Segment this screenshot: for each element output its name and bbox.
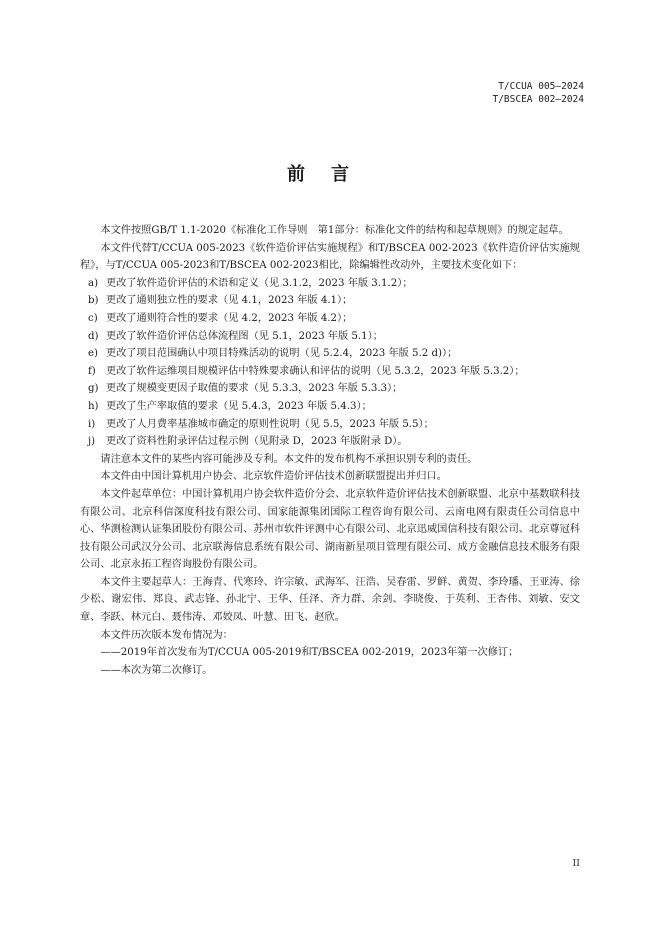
paragraph-history-intro: 本文件历次版本发布情况为： [100,629,233,641]
change-text: 更改了生产率取值的要求（见 5.4.3，2023 年版 5.4.3）； [106,400,372,412]
list-marker: b) [88,295,99,307]
page-number: II [572,858,580,869]
change-list [80,275,580,451]
change-item [80,310,580,328]
change-text: 更改了通则符合性的要求（见 4.2，2023 年版 4.2）； [106,312,353,324]
paragraph-history-first: ——2019年首次发布为T/CCUA 005-2019和T/BSCEA 002-2019，2023年第一次修订； [100,647,519,659]
standard-code-ccua: T/CCUA 005—2024 [498,81,584,92]
foreword-body [80,222,580,679]
list-marker: c) [88,312,98,324]
change-item [80,380,580,398]
list-marker: g) [88,383,99,395]
paragraph-drafting-rule: 本文件按照GB/T 1.1-2020《标准化工作导则 第1部分：标准化文件的结构和起草规则》的规定起草。 [100,225,569,236]
standard-code-bscea: T/BSCEA 002—2024 [492,94,584,105]
change-text: 更改了人月费率基准城市确定的原则性说明（见 5.5，2023 年版 5.5）； [106,418,434,430]
change-item [80,398,580,416]
change-text: 更改了项目范围确认中项目特殊活动的说明（见 5.2.4，2023 年版 5.2 d)）； [106,348,458,360]
change-item [80,328,580,346]
change-text: 更改了软件造价评估总体流程图（见 5.1，2023 年版 5.1）； [106,330,383,342]
list-marker: d) [88,330,99,342]
list-marker: e) [88,348,99,360]
list-marker: i) [88,418,96,430]
paragraph-history-second: ——本次为第二次修订。 [100,664,213,676]
paragraph-drafters: 本文件主要起草人：王海青、代寒玲、许宗敏、武海军、汪浩、吴春雷、罗鲜、黄贺、李玲璠、王亚涛、徐少松、谢宏伟、郑良、武志锋、孙北宁、王华、任泽、齐力群、余剑、李晓俊、于英利、王杏伟、刘敏、安文章、李跃、林元白、聂伟涛、邓姣凤、叶慧、田飞、赵欣。 [80,576,580,624]
list-marker: a) [88,277,99,289]
paragraph-drafting-units: 本文件起草单位：中国计算机用户协会软件造价分会、北京软件造价评估技术创新联盟、北京中基数联科技有限公司、北京科信深度科技有限公司、国家能源集团国际工程咨询有限公司、云南电网有限责任公司信息中心、华测检测认证集团股份有限公司、苏州市软件评测中心有限公司、北京迅威国信科技有限公司、北京尊冠科技有限公司武汉分公司、北京联海信息系统有限公司、湖南新星项目管理有限公司、成方金融信息技术服务有限公司、北京永拓工程咨询股份有限公司。 [80,488,580,571]
change-text: 更改了软件造价评估的术语和定义（见 3.1.2，2023 年版 3.1.2）； [106,277,413,289]
change-item [80,292,580,310]
standard-code-header [492,80,584,106]
paragraph-proposer: 本文件由中国计算机用户协会、北京软件造价评估技术创新联盟提出并归口。 [100,471,447,483]
change-text: 更改了软件运维项目规模评估中特殊要求确认和评估的说明（见 5.3.2，2023 年版 5.3.2）； [106,365,525,377]
change-item [80,363,580,381]
section-title: 前言 [287,164,375,185]
list-marker: f) [88,365,96,377]
list-marker: h) [88,400,99,412]
list-marker: j) [88,436,96,448]
change-item [80,416,580,434]
change-item [80,345,580,363]
paragraph-patent-notice: 请注意本文件的某些内容可能涉及专利。本文件的发布机构不承担识别专利的责任。 [100,453,478,465]
change-text: 更改了资料性附录评估过程示例（见附录 D，2023 年版附录 D）。 [106,436,408,448]
paragraph-replacement: 本文件代替T/CCUA 005-2023《软件造价评估实施规程》和T/BSCEA 002-2023《软件造价评估实施规程》，与T/CCUA 005-2023和T/BSCEA 002-2023相比，除编辑性改动外，主要技术变化如下： [80,242,580,272]
change-item [80,433,580,451]
change-text: 更改了通则独立性的要求（见 4.1，2023 年版 4.1）； [106,295,353,307]
change-item [80,275,580,293]
change-text: 更改了规模变更因子取值的要求（见 5.3.3，2023 年版 5.3.3）； [106,383,403,395]
